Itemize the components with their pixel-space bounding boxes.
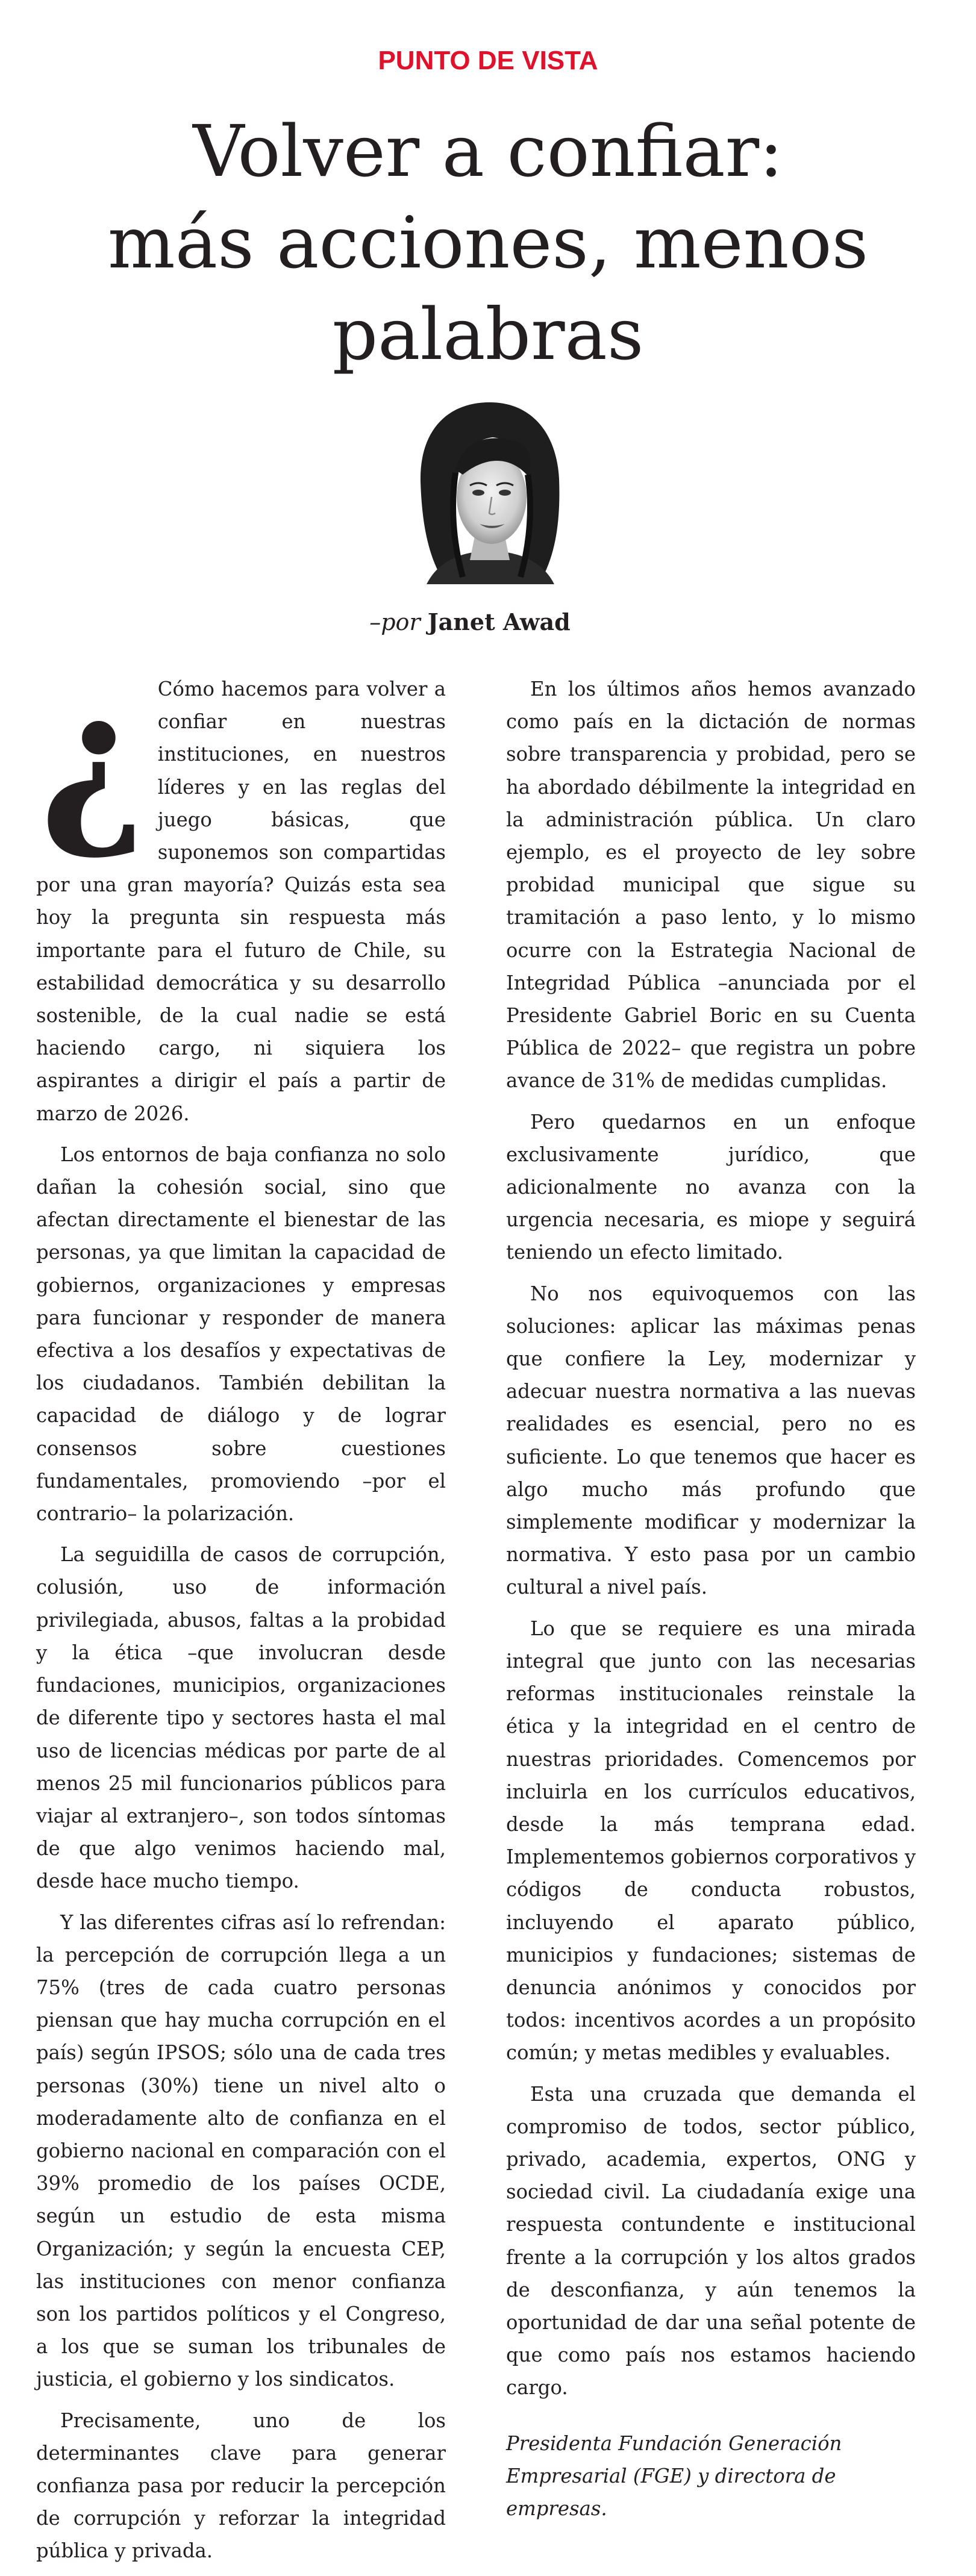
author-name: Janet Awad xyxy=(427,608,571,635)
paragraph: Pero quedarnos en un enfoque exclusivamente jurídico, que adicionalmente no avanza con la urgencia necesaria, es miope y seguirá teniendo un efecto limitado. xyxy=(506,1110,916,1264)
section-label: PUNTO DE VISTA xyxy=(378,46,598,75)
headline-line-2: más acciones, menos xyxy=(107,201,869,284)
byline-prefix: –por xyxy=(369,609,421,635)
paragraph: Y las diferentes cifras así lo refrendan: la percepción de corrupción llega a un 75% (tres de cada cuatro personas piensan que hay mucha corrupción en el país) según IPSOS; sólo una de cada tres personas (30%) tiene un nivel alto o moderadamente alto de confianza en el gobierno nacional en comparación con el 39% promedio de los países OCDE, según un estudio de esta misma Organización; y según la encuesta CEP, las instituciones con menor confianza son los partidos políticos y el Congreso, a los que se suman los tribunales de justicia, el gobierno y los sindicatos. xyxy=(36,1910,446,2391)
paragraph: Los entornos de baja confianza no solo dañan la cohesión social, sino que afectan directamente el bienestar de las personas, ya que limitan la capacidad de gobiernos, organizaciones y empresas para funcionar y responder de manera efectiva a los desafíos y expectativas de los ciudadanos. También debilitan la capacidad de diálogo y de lograr consensos sobre cuestiones fundamentales, promoviendo –por el contrario– la polarización. xyxy=(36,1143,446,1526)
author-portrait xyxy=(402,398,577,584)
paragraph: No nos equivoquemos con las soluciones: aplicar las máximas penas que confiere la Ley, modernizar y adecuar nuestra normativa a las nuevas realidades es esencial, pero no es suficiente. Lo que tenemos que hacer es algo mucho más profundo que simplemente modificar y modernizar la normativa. Y esto pasa por un cambio cultural a nivel país. xyxy=(506,1282,916,1599)
paragraph: La seguidilla de casos de corrupción, colusión, uso de información privilegiada, abusos, faltas a la probidad y la ética –que involucran desde fundaciones, municipios, organizaciones de diferente tipo y sectores hasta el mal uso de licencias médicas por parte de al menos 25 mil funcionarios públicos para viajar al extranjero–, son todos síntomas de que algo venimos haciendo mal, desde hace mucho tiempo. xyxy=(36,1543,446,1893)
paragraph: Precisamente, uno de los determinantes clave para generar confianza pasa por reducir la percepción de corrupción y reforzar la integridad pública y privada. xyxy=(36,2409,446,2563)
headline-line-3: palabras xyxy=(332,293,644,376)
paragraph: Esta una cruzada que demanda el compromiso de todos, sector público, privado, academia, expertos, ONG y sociedad civil. La ciudadanía exige una respuesta contundente e institucional frente a la corrupción y los altos grados de desconfianza, y aún tenemos la oportunidad de dar una señal potente de que como país nos estamos haciendo cargo. xyxy=(506,2082,916,2400)
headline-line-1: Volver a confiar: xyxy=(193,110,783,193)
paragraph: ¿ Cómo hacemos para volver a confiar en nuestras instituciones, en nuestros líderes y en las reglas del juego básicas, que suponemos son compartidas por una gran mayoría? Quizás esta sea hoy la pregunta sin respuesta más importante para el futuro de Chile, su estabilidad democrática y su desarrollo sostenible, de la cual nadie se está haciendo cargo, ni siquiera los aspirantes a dirigir el país a partir de marzo de 2026. xyxy=(36,652,446,1125)
dropcap: ¿ xyxy=(40,652,146,865)
paragraph: Lo que se requiere es una mirada integral que junto con las necesarias reformas institucionales reinstale la ética y la integridad en el centro de nuestras prioridades. Comencemos por incluirla en los currículos educativos, desde la más temprana edad. Implementemos gobiernos corporativos y códigos de conducta robustos, incluyendo el aparato público, municipios y fundaciones; sistemas de denuncia anónimos y conocidos por todos: incentivos acordes a un propósito común; y metas medibles y evaluables. xyxy=(506,1617,916,2065)
headline xyxy=(36,105,940,380)
paragraph: En los últimos años hemos avanzado como país en la dictación de normas sobre transparencia y probidad, pero se ha abordado débilmente la integridad en la administración pública. Un claro ejemplo, es el proyecto de ley sobre probidad municipal que sigue su tramitación a paso lento, y lo mismo ocurre con la Estrategia Nacional de Integridad Pública –anunciada por el Presidente Gabriel Boric en su Cuenta Pública de 2022– que registra un pobre avance de 31% de medidas cumplidas. xyxy=(506,678,916,1093)
author-signature: Presidenta Fundación Generación Empresarial (FGE) y directora de empresas. xyxy=(506,2431,842,2520)
right-column xyxy=(506,673,916,2533)
left-column xyxy=(36,652,446,2576)
byline xyxy=(349,608,590,635)
